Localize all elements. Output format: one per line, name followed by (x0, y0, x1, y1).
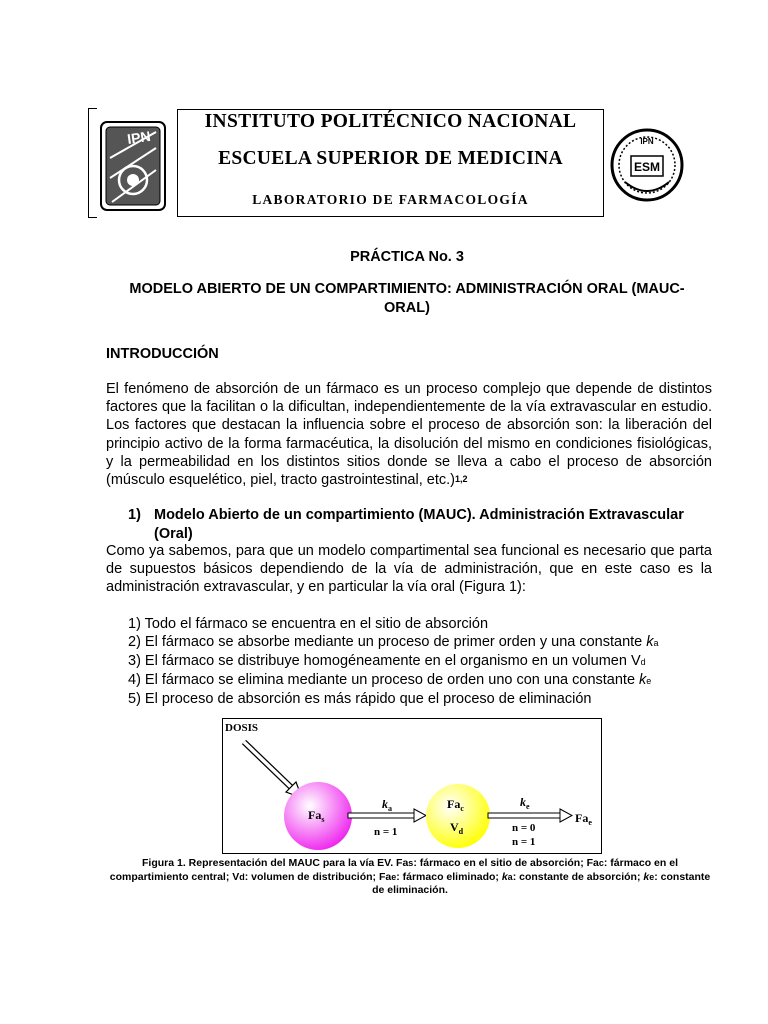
list-item: 5) El proceso de absorción es más rápido que el proceso de eliminación (128, 691, 592, 707)
mauc-diagram (222, 718, 602, 854)
ke-label: $k_e$ (520, 795, 530, 811)
vd-label: $V_d$ (450, 820, 464, 836)
section1-paragraph: Como ya sabemos, para que un modelo compartimental sea funcional es necesario que parta de supuestos básicos dependiendo de la vía de administración, que en este caso es la administración extravascular, y en particular la vía oral (Figura 1): (106, 543, 712, 596)
fa-c-label: $Fa_c$ (447, 797, 464, 813)
section1-number: 1) (128, 507, 141, 523)
esm-logo-text: ESM (633, 160, 661, 174)
intro-text: El fenómeno de absorción de un fármaco es un proceso complejo que depende de distintos factores que la facilitan o la dificultan, independientemente de la vía extravascular en estudio. Los factores que destacan la influencia sobre el proceso de absorción son: la liberación del principio activo de la forma farmacéutica, la disolución del mismo en condiciones fisiológicas, y la permeabilidad en los distintos sitios donde se lleva a cabo el proceso de absorción (músculo esquelético, piel, tracto gastrointestinal, etc.) (106, 381, 712, 489)
dosis-label: DOSIS (225, 722, 259, 734)
absorption-order: n = 1 (374, 826, 398, 838)
figure-caption: Figura 1. Representación del MAUC para la vía EV. Fas: fármaco en el sitio de absorción; Fac: fármaco en el compartimiento central; Vd: volumen de distribución; Fae: fármaco eliminado; ka: constante de absorción; ke: constante de eliminación. (109, 857, 711, 896)
intro-paragraph (106, 380, 712, 489)
intro-reference: 1,2 (454, 474, 468, 485)
lab-name: LABORATORIO DE FARMACOLOGÍA (252, 192, 529, 207)
assumption-list (128, 615, 659, 708)
list-item: 3) El fármaco se distribuye homogéneamente en el organismo en un volumen Vd (128, 653, 646, 669)
model-title (100, 280, 714, 318)
central-compartment-sphere (426, 784, 490, 848)
section1-heading (128, 506, 714, 544)
dose-arrow (244, 742, 302, 798)
model-title-line2: ORAL) (384, 300, 430, 316)
institute-name: INSTITUTO POLITÉCNICO NACIONAL (204, 111, 577, 132)
list-item: 2) El fármaco se absorbe mediante un proceso de primer orden y una constante ka (128, 634, 659, 650)
esm-logo-icon (609, 120, 685, 210)
elimination-order-0: n = 0 (512, 822, 536, 834)
elimination-arrow (488, 809, 572, 822)
ipn-logo-text: IPN (126, 127, 152, 147)
section1-title-line1: Modelo Abierto de un compartimiento (MAUC). Administración Extravascular (154, 507, 684, 523)
ipn-logo-icon (98, 118, 168, 214)
list-item: 4) El fármaco se elimina mediante un proceso de orden uno con una constante ke (128, 672, 652, 688)
school-name: ESCUELA SUPERIOR DE MEDICINA (218, 148, 563, 169)
intro-heading: INTRODUCCIÓN (106, 346, 219, 362)
ka-label: $k_a$ (382, 797, 392, 813)
fa-s-label: $Fa_s$ (308, 808, 325, 824)
elimination-order-1: n = 1 (512, 836, 536, 848)
list-item: 1) Todo el fármaco se encuentra en el sitio de absorción (128, 616, 489, 632)
fa-e-label: $Fa_e$ (575, 811, 592, 827)
section1-title-line2: (Oral) (154, 526, 193, 542)
header-left-bracket (88, 108, 97, 218)
practice-title: PRÁCTICA No. 3 (350, 249, 464, 265)
esm-logo-ipn-text: IPN (640, 137, 654, 146)
model-title-line1: MODELO ABIERTO DE UN COMPARTIMIENTO: ADMINISTRACIÓN ORAL (MAUC- (129, 281, 685, 297)
